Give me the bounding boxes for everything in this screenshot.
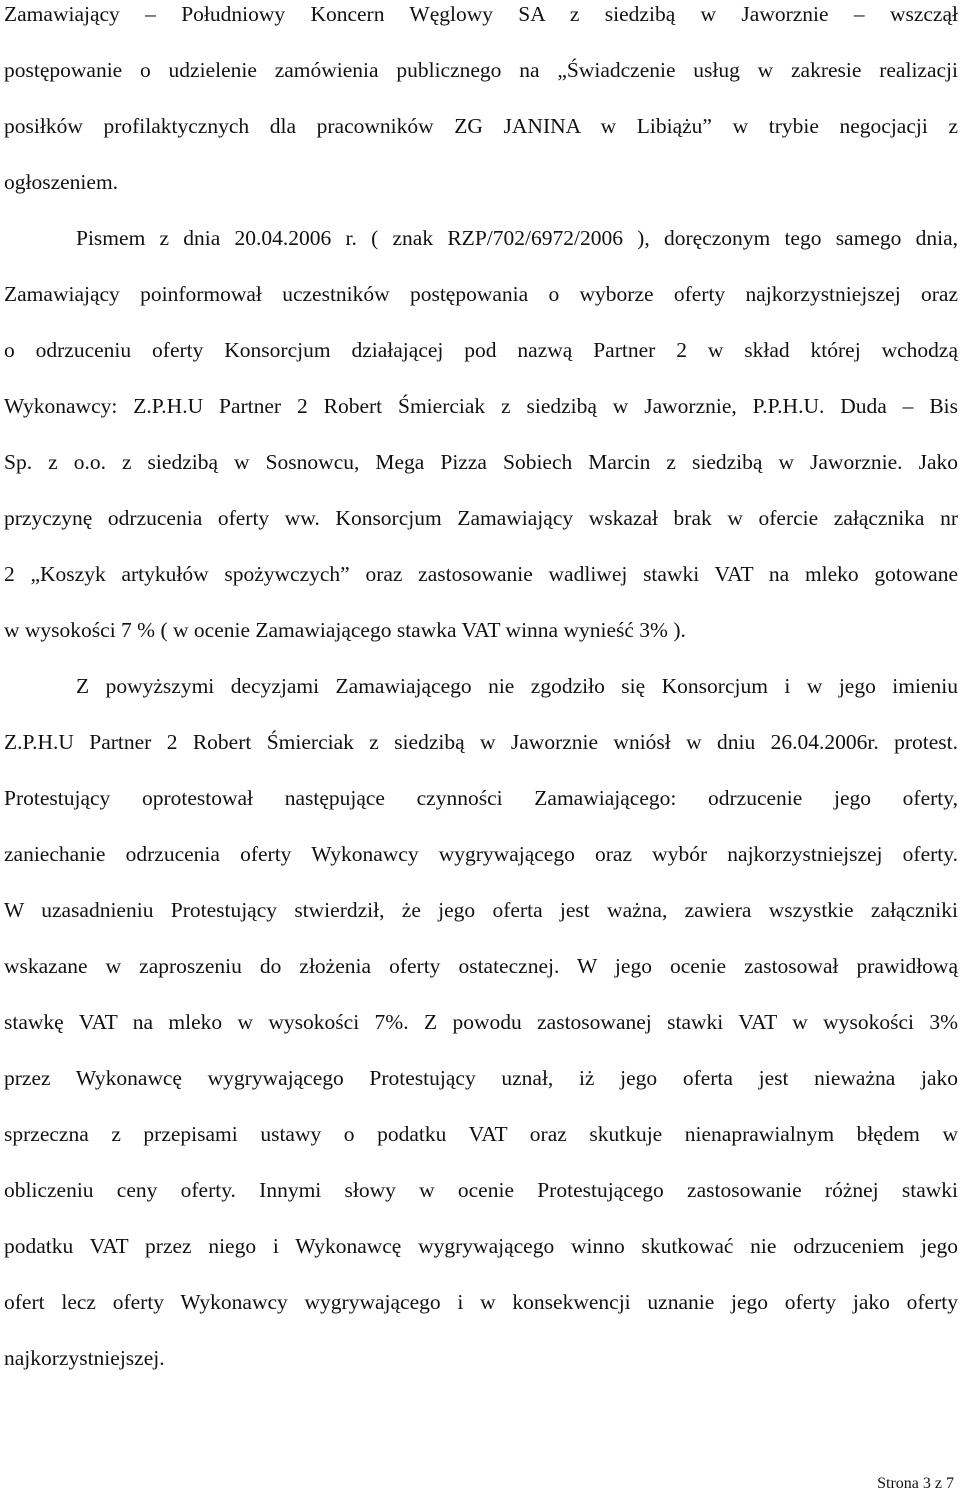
text-line: ofert lecz oferty Wykonawcy wygrywającego i w konsekwencji uznanie jego oferty jako oferty bbox=[4, 1290, 958, 1314]
text-line: Protestujący oprotestował następujące czynności Zamawiającego: odrzucenie jego oferty, bbox=[4, 786, 958, 810]
text-line: Sp. z o.o. z siedzibą w Sosnowcu, Mega Pizza Sobiech Marcin z siedzibą w Jaworznie. Jako bbox=[4, 450, 958, 474]
text-line: w wysokości 7 % ( w ocenie Zamawiającego stawka VAT winna wynieść 3% ). bbox=[4, 618, 686, 642]
text-line: Z powyższymi decyzjami Zamawiającego nie zgodziło się Konsorcjum i w jego imieniu bbox=[76, 674, 958, 698]
text-line: o odrzuceniu oferty Konsorcjum działającej pod nazwą Partner 2 w skład której wchodzą bbox=[4, 338, 958, 362]
text-line: ogłoszeniem. bbox=[4, 170, 119, 194]
text-line: Zamawiający poinformował uczestników postępowania o wyborze oferty najkorzystniejszej oraz bbox=[4, 282, 958, 306]
text-line: 2 „Koszyk artykułów spożywczych” oraz zastosowanie wadliwej stawki VAT na mleko gotowane bbox=[4, 562, 958, 586]
text-line: Pismem z dnia 20.04.2006 r. ( znak RZP/702/6972/2006 ), doręczonym tego samego dnia, bbox=[76, 226, 958, 250]
text-line: przyczynę odrzucenia oferty ww. Konsorcjum Zamawiający wskazał brak w ofercie załącznika nr bbox=[4, 506, 958, 530]
text-line: najkorzystniejszej. bbox=[4, 1346, 165, 1370]
text-line: stawkę VAT na mleko w wysokości 7%. Z powodu zastosowanej stawki VAT w wysokości 3% bbox=[4, 1010, 958, 1034]
text-line: Z.P.H.U Partner 2 Robert Śmierciak z siedzibą w Jaworznie wniósł w dniu 26.04.2006r. protest. bbox=[4, 730, 958, 754]
text-line: przez Wykonawcę wygrywającego Protestujący uznał, iż jego oferta jest nieważna jako bbox=[4, 1066, 958, 1090]
text-line: posiłków profilaktycznych dla pracowników ZG JANINA w Libiążu” w trybie negocjacji z bbox=[4, 114, 958, 138]
page-number: Strona 3 z 7 bbox=[877, 1475, 954, 1492]
text-line: obliczeniu ceny oferty. Innymi słowy w ocenie Protestującego zastosowanie różnej stawki bbox=[4, 1178, 958, 1202]
text-line: Zamawiający – Południowy Koncern Węglowy SA z siedzibą w Jaworznie – wszczął bbox=[4, 2, 958, 26]
text-line: Wykonawcy: Z.P.H.U Partner 2 Robert Śmierciak z siedzibą w Jaworznie, P.P.H.U. Duda – Bis bbox=[4, 394, 958, 418]
text-line: postępowanie o udzielenie zamówienia publicznego na „Świadczenie usług w zakresie realizacji bbox=[4, 58, 958, 82]
text-line: wskazane w zaproszeniu do złożenia oferty ostatecznej. W jego ocenie zastosował prawidłową bbox=[4, 954, 958, 978]
text-line: podatku VAT przez niego i Wykonawcę wygrywającego winno skutkować nie odrzuceniem jego bbox=[4, 1234, 958, 1258]
text-line: sprzeczna z przepisami ustawy o podatku VAT oraz skutkuje nienaprawialnym błędem w bbox=[4, 1122, 958, 1146]
text-line: W uzasadnieniu Protestujący stwierdził, że jego oferta jest ważna, zawiera wszystkie załączniki bbox=[4, 898, 958, 922]
text-line: zaniechanie odrzucenia oferty Wykonawcy wygrywającego oraz wybór najkorzystniejszej oferty. bbox=[4, 842, 958, 866]
